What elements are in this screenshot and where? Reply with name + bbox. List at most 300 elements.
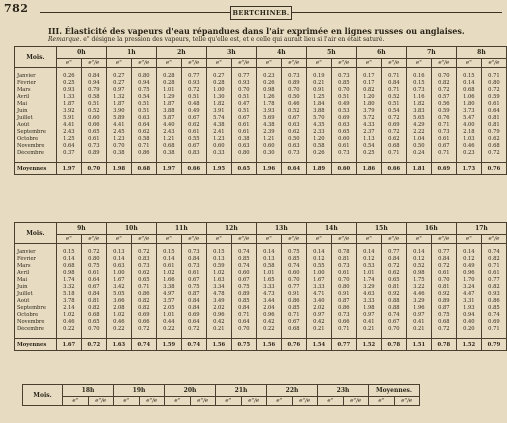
value-cell: 0.97 — [406, 312, 431, 319]
remark — [48, 36, 384, 43]
page-number: 782 — [4, 2, 29, 15]
value-cell: 3.66 — [106, 298, 131, 305]
value-cell: 2.39 — [256, 129, 281, 136]
value-cell: 0.72 — [431, 87, 456, 94]
subheader-ratio: e"/e — [481, 235, 506, 244]
value-cell: 0.93 — [481, 291, 506, 298]
value-cell: 0.13 — [206, 256, 231, 263]
month-label: Décembre — [15, 150, 57, 157]
value-cell: 4.40 — [156, 122, 181, 129]
value-cell: 1.67 — [106, 277, 131, 284]
subheader-pressure: e" — [156, 59, 181, 68]
value-cell: 0.71 — [131, 143, 156, 150]
value-cell: 0.61 — [481, 101, 506, 108]
subheader-pressure: e" — [216, 397, 242, 406]
value-cell: 0.73 — [331, 73, 356, 80]
value-cell: 0.97 — [106, 87, 131, 94]
value-cell: 0.14 — [456, 80, 481, 87]
value-cell: 0.70 — [331, 87, 356, 94]
value-cell: 1.84 — [306, 101, 331, 108]
value-cell: 5.05 — [106, 291, 131, 298]
month-label: Novembre — [15, 143, 57, 150]
value-cell: 1.21 — [156, 136, 181, 143]
month-label: Octobre — [15, 312, 57, 319]
value-cell: 0.21 — [306, 326, 331, 333]
subheader-ratio: e"/e — [431, 235, 456, 244]
vapour-table-hours-18-23 — [22, 384, 420, 406]
value-cell: 0.23 — [456, 150, 481, 157]
hour-header: 16h — [406, 223, 456, 235]
value-cell: 0.69 — [481, 319, 506, 326]
value-cell: 0.12 — [356, 256, 381, 263]
value-cell: 0.61 — [431, 270, 456, 277]
value-cell: 3.42 — [106, 284, 131, 291]
value-cell: 0.82 — [356, 87, 381, 94]
subheader-ratio: e"/e — [181, 235, 206, 244]
value-cell: 1.87 — [156, 101, 181, 108]
mean-value-cell: 1.97 — [56, 163, 81, 175]
value-cell: 0.85 — [281, 256, 306, 263]
value-cell: 0.64 — [231, 319, 256, 326]
value-cell: 0.61 — [81, 270, 106, 277]
subheader-ratio: e"/e — [190, 397, 216, 406]
value-cell: 4.41 — [106, 122, 131, 129]
value-cell: 0.42 — [256, 319, 281, 326]
value-cell: 0.97 — [306, 312, 331, 319]
value-cell: 1.30 — [206, 94, 231, 101]
value-cell: 0.69 — [131, 312, 156, 319]
value-cell: 0.72 — [181, 87, 206, 94]
value-cell: 2.22 — [406, 129, 431, 136]
table-row — [15, 87, 507, 94]
mean-value-cell: 1.56 — [206, 339, 231, 351]
value-cell: 0.89 — [81, 150, 106, 157]
value-cell: 0.48 — [181, 101, 206, 108]
value-cell: 4.41 — [56, 122, 81, 129]
value-cell: 0.79 — [81, 87, 106, 94]
value-cell: 0.71 — [381, 150, 406, 157]
mean-value-cell: 0.75 — [231, 339, 256, 351]
value-cell: 0.33 — [206, 150, 231, 157]
value-cell: 0.42 — [206, 319, 231, 326]
value-cell: 0.28 — [156, 73, 181, 80]
hour-header: 2h — [156, 47, 206, 59]
value-cell: 0.63 — [331, 122, 356, 129]
value-cell: 0.72 — [481, 150, 506, 157]
value-cell: 0.52 — [381, 94, 406, 101]
hour-header: 10h — [106, 223, 156, 235]
value-cell: 0.77 — [381, 249, 406, 256]
month-label: Février — [15, 80, 57, 87]
value-cell: 0.12 — [406, 256, 431, 263]
value-cell: 0.74 — [481, 249, 506, 256]
value-cell: 3.57 — [156, 298, 181, 305]
value-cell: 0.72 — [481, 87, 506, 94]
value-cell: 0.74 — [481, 312, 506, 319]
subheader-pressure: e" — [114, 397, 140, 406]
value-cell: 1.74 — [356, 277, 381, 284]
value-cell: 2.08 — [106, 305, 131, 312]
mean-value-cell: 0.72 — [81, 339, 106, 351]
value-cell: 4.29 — [406, 122, 431, 129]
value-cell: 0.26 — [306, 150, 331, 157]
value-cell: 0.81 — [331, 256, 356, 263]
value-cell: 5.65 — [406, 115, 431, 122]
value-cell: 0.21 — [206, 326, 231, 333]
subheader-pressure: e" — [406, 235, 431, 244]
subheader-pressure: e" — [318, 397, 344, 406]
value-cell: 0.63 — [131, 115, 156, 122]
value-cell: 0.77 — [481, 277, 506, 284]
value-cell: 0.14 — [56, 256, 81, 263]
value-cell: 0.70 — [231, 326, 256, 333]
value-cell: 5.70 — [306, 115, 331, 122]
value-cell: 0.52 — [281, 108, 306, 115]
value-cell: 0.73 — [331, 150, 356, 157]
value-cell: 1.00 — [206, 87, 231, 94]
value-cell: 0.84 — [381, 80, 406, 87]
value-cell: 0.92 — [431, 291, 456, 298]
value-cell: 2.45 — [106, 129, 131, 136]
value-cell: 0.82 — [81, 305, 106, 312]
table-row — [15, 256, 507, 263]
value-cell: 3.88 — [306, 108, 331, 115]
value-cell: 0.15 — [456, 73, 481, 80]
value-cell: 0.89 — [231, 291, 256, 298]
value-cell: 0.88 — [381, 305, 406, 312]
value-cell: 3.32 — [56, 284, 81, 291]
value-cell: 0.84 — [81, 73, 106, 80]
month-label: Septembre — [15, 129, 57, 136]
value-cell: 0.65 — [381, 277, 406, 284]
mean-value-cell: 1.97 — [156, 163, 181, 175]
value-cell: 0.21 — [306, 80, 331, 87]
value-cell: 0.14 — [156, 256, 181, 263]
subheader-ratio: e"/e — [281, 235, 306, 244]
value-cell: 0.74 — [231, 263, 256, 270]
mean-value-cell: 1.59 — [156, 339, 181, 351]
value-cell: 0.84 — [431, 256, 456, 263]
value-cell: 0.58 — [256, 263, 281, 270]
value-cell: 0.53 — [356, 263, 381, 270]
hour-header: 13h — [256, 223, 306, 235]
value-cell: 1.80 — [456, 101, 481, 108]
value-cell: 0.73 — [181, 249, 206, 256]
table-row — [15, 115, 507, 122]
value-cell: 0.65 — [331, 129, 356, 136]
value-cell: 0.58 — [81, 94, 106, 101]
hour-header: 21h — [216, 385, 267, 397]
subheader-ratio: e"/e — [139, 397, 165, 406]
table-row — [15, 284, 507, 291]
value-cell: 0.71 — [481, 263, 506, 270]
value-cell: 1.00 — [106, 270, 131, 277]
value-cell: 0.89 — [431, 298, 456, 305]
value-cell: 0.82 — [431, 80, 456, 87]
hour-header: 5h — [306, 47, 356, 59]
value-cell: 2.43 — [156, 129, 181, 136]
mean-value-cell: 0.78 — [381, 339, 406, 351]
value-cell: 1.01 — [156, 87, 181, 94]
value-cell: 1.26 — [256, 94, 281, 101]
value-cell: 0.68 — [381, 143, 406, 150]
value-cell: 1.01 — [356, 270, 381, 277]
value-cell: 0.82 — [481, 256, 506, 263]
value-cell: 1.20 — [306, 136, 331, 143]
value-cell: 1.13 — [356, 136, 381, 143]
value-cell: 2.02 — [206, 305, 231, 312]
value-cell: 0.61 — [156, 263, 181, 270]
value-cell: 5.91 — [56, 115, 81, 122]
value-cell: 0.67 — [381, 319, 406, 326]
month-label: Septembre — [15, 305, 57, 312]
mean-value-cell: 1.52 — [356, 339, 381, 351]
value-cell: 1.82 — [406, 101, 431, 108]
value-cell: 0.50 — [281, 94, 306, 101]
subheader-pressure: e" — [356, 59, 381, 68]
value-cell: 1.96 — [406, 305, 431, 312]
value-cell: 0.86 — [131, 291, 156, 298]
value-cell: 0.30 — [256, 150, 281, 157]
value-cell: 0.86 — [331, 305, 356, 312]
value-cell: 0.15 — [156, 249, 181, 256]
value-cell: 5.72 — [356, 115, 381, 122]
table-row — [15, 298, 507, 305]
value-cell: 2.41 — [206, 129, 231, 136]
subheader-ratio: e"/e — [81, 59, 106, 68]
value-cell: 4.73 — [256, 291, 281, 298]
subheader-ratio: e"/e — [431, 59, 456, 68]
value-cell: 0.75 — [131, 87, 156, 94]
value-cell: 0.81 — [481, 122, 506, 129]
subheader-ratio: e"/e — [292, 397, 318, 406]
subheader-pressure: e" — [256, 235, 281, 244]
value-cell: 1.03 — [456, 136, 481, 143]
value-cell: 2.18 — [456, 129, 481, 136]
value-cell: 0.62 — [281, 129, 306, 136]
value-cell: 0.13 — [106, 249, 131, 256]
value-cell: 0.59 — [481, 94, 506, 101]
value-cell: 5.69 — [256, 115, 281, 122]
value-cell: 0.73 — [81, 143, 106, 150]
mean-value-cell: 1.51 — [406, 339, 431, 351]
remark-text: e" désigne la pression des vapeurs, telle qu'elle est, et e celle qui aurait lieu si l'air en était saturé. — [83, 36, 385, 43]
subheader-pressure: e" — [165, 397, 191, 406]
value-cell: 3.79 — [356, 108, 381, 115]
value-cell: 0.65 — [131, 277, 156, 284]
table-row — [15, 319, 507, 326]
mean-value-cell: 0.66 — [381, 163, 406, 175]
value-cell: 0.71 — [481, 73, 506, 80]
value-cell: 0.85 — [231, 298, 256, 305]
value-cell: 0.22 — [156, 326, 181, 333]
subheader-pressure: e" — [456, 235, 481, 244]
value-cell: 0.46 — [456, 143, 481, 150]
value-cell: 0.75 — [281, 249, 306, 256]
table-row — [15, 263, 507, 270]
value-cell: 0.60 — [256, 143, 281, 150]
value-cell: 0.73 — [131, 263, 156, 270]
mean-value-cell: 1.73 — [456, 163, 481, 175]
value-cell: 0.71 — [481, 326, 506, 333]
header-rule-right — [292, 12, 502, 13]
value-cell: 0.27 — [206, 73, 231, 80]
subheader-pressure: e" — [106, 235, 131, 244]
value-cell: 0.23 — [256, 73, 281, 80]
value-cell: 1.23 — [106, 136, 131, 143]
table-row — [15, 80, 507, 87]
value-cell: 0.73 — [331, 263, 356, 270]
value-cell: 0.61 — [431, 136, 456, 143]
value-cell: 0.66 — [81, 122, 106, 129]
table-row — [15, 249, 507, 256]
month-column-header: Mois. — [23, 385, 63, 406]
mean-value-cell: 0.79 — [481, 339, 506, 351]
value-cell: 0.17 — [356, 80, 381, 87]
table-row — [15, 73, 507, 80]
month-label: Mars — [15, 263, 57, 270]
value-cell: 4.71 — [306, 291, 331, 298]
header-rule-left — [40, 12, 230, 13]
value-cell: 0.25 — [56, 80, 81, 87]
value-cell: 0.67 — [181, 277, 206, 284]
value-cell: 3.29 — [406, 298, 431, 305]
value-cell: 0.75 — [181, 284, 206, 291]
value-cell: 0.75 — [231, 284, 256, 291]
value-cell: 0.82 — [131, 305, 156, 312]
value-cell: 0.84 — [81, 291, 106, 298]
value-cell: 0.12 — [306, 256, 331, 263]
value-cell: 0.80 — [131, 73, 156, 80]
value-cell: 0.61 — [481, 270, 506, 277]
value-cell: 0.70 — [81, 326, 106, 333]
value-cell: 0.71 — [231, 312, 256, 319]
value-cell: 0.22 — [256, 326, 281, 333]
value-cell: 3.34 — [206, 284, 231, 291]
mean-value-cell: 0.66 — [181, 163, 206, 175]
value-cell: 3.93 — [256, 108, 281, 115]
value-cell: 4.35 — [306, 122, 331, 129]
value-cell: 0.49 — [181, 108, 206, 115]
month-label: Avril — [15, 270, 57, 277]
value-cell: 0.74 — [281, 263, 306, 270]
value-cell: 1.70 — [456, 277, 481, 284]
value-cell: 0.63 — [281, 143, 306, 150]
month-label: Janvier — [15, 249, 57, 256]
hour-header: 6h — [356, 47, 406, 59]
value-cell: 0.28 — [206, 80, 231, 87]
value-cell: 0.38 — [106, 150, 131, 157]
month-column-header: Mois. — [15, 47, 57, 68]
table-row — [15, 291, 507, 298]
table-row — [15, 129, 507, 136]
value-cell: 0.71 — [381, 73, 406, 80]
value-cell: 0.58 — [131, 136, 156, 143]
month-label: Août — [15, 298, 57, 305]
value-cell: 0.76 — [431, 115, 456, 122]
hour-header: 7h — [406, 47, 456, 59]
value-cell: 5.47 — [456, 115, 481, 122]
value-cell: 0.70 — [106, 143, 131, 150]
value-cell: 0.67 — [231, 277, 256, 284]
value-cell: 0.62 — [381, 136, 406, 143]
value-cell: 3.33 — [306, 284, 331, 291]
value-cell: 0.71 — [381, 87, 406, 94]
means-label: Moyennes — [15, 163, 57, 175]
value-cell: 0.73 — [281, 73, 306, 80]
hour-header: 8h — [456, 47, 506, 59]
mean-value-cell: 0.76 — [481, 163, 506, 175]
value-cell: 0.77 — [281, 284, 306, 291]
subheader-pressure: e" — [56, 59, 81, 68]
subheader-ratio: e"/e — [131, 235, 156, 244]
value-cell: 0.63 — [106, 263, 131, 270]
value-cell: 0.21 — [356, 326, 381, 333]
value-cell: 0.87 — [181, 291, 206, 298]
subheader-pressure: e" — [369, 397, 395, 406]
value-cell: 1.66 — [156, 277, 181, 284]
value-cell: 5.74 — [206, 115, 231, 122]
value-cell: 4.78 — [206, 291, 231, 298]
value-cell: 1.93 — [456, 305, 481, 312]
remark-label: Remarque. — [48, 36, 82, 43]
value-cell: 0.81 — [431, 284, 456, 291]
subheader-pressure: e" — [306, 235, 331, 244]
value-cell: 0.71 — [431, 150, 456, 157]
value-cell: 0.91 — [306, 87, 331, 94]
month-label: Janvier — [15, 73, 57, 80]
subheader-ratio: e"/e — [381, 235, 406, 244]
value-cell: 0.86 — [131, 150, 156, 157]
value-cell: 4.33 — [356, 122, 381, 129]
value-cell: 4.47 — [456, 291, 481, 298]
hour-header: 22h — [267, 385, 318, 397]
mean-value-cell: 0.69 — [431, 163, 456, 175]
value-cell: 0.88 — [381, 298, 406, 305]
value-cell: 0.14 — [406, 249, 431, 256]
month-label: Février — [15, 256, 57, 263]
value-cell: 0.60 — [281, 270, 306, 277]
value-cell: 0.52 — [81, 108, 106, 115]
value-cell: 0.84 — [231, 305, 256, 312]
month-label: Octobre — [15, 136, 57, 143]
value-cell: 0.54 — [131, 94, 156, 101]
value-cell: 0.56 — [431, 101, 456, 108]
value-cell: 0.80 — [331, 284, 356, 291]
value-cell: 0.61 — [331, 270, 356, 277]
value-cell: 0.86 — [481, 298, 506, 305]
value-cell: 0.50 — [406, 143, 431, 150]
value-cell: 0.61 — [81, 136, 106, 143]
value-cell: 0.94 — [81, 80, 106, 87]
month-label: Juin — [15, 108, 57, 115]
value-cell: 0.51 — [331, 94, 356, 101]
value-cell: 3.38 — [156, 284, 181, 291]
value-cell: 0.69 — [381, 122, 406, 129]
value-cell: 0.14 — [306, 249, 331, 256]
value-cell: 0.72 — [131, 249, 156, 256]
value-cell: 0.51 — [131, 108, 156, 115]
value-cell: 0.16 — [406, 73, 431, 80]
value-cell: 0.67 — [281, 319, 306, 326]
subheader-pressure: e" — [156, 235, 181, 244]
table-row — [15, 277, 507, 284]
month-label: Août — [15, 122, 57, 129]
subheader-ratio: e"/e — [231, 59, 256, 68]
subheader-pressure: e" — [63, 397, 89, 406]
value-cell: 1.06 — [456, 94, 481, 101]
value-cell: 0.60 — [331, 136, 356, 143]
